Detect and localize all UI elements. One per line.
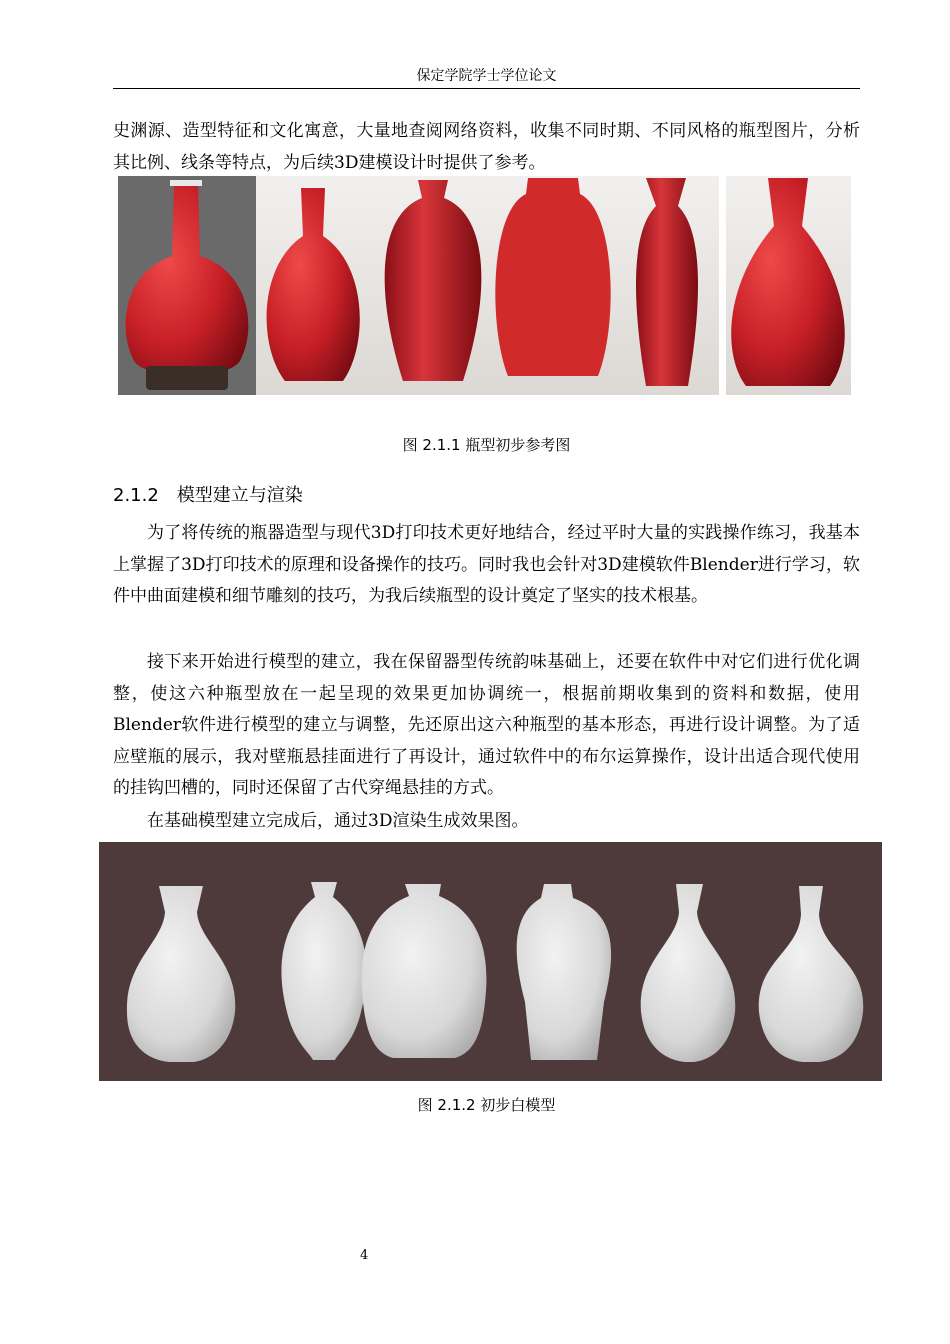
section-number: 2.1.2 [113,485,159,506]
white-models-render [99,842,882,1081]
section-heading [113,481,303,507]
page-number: 4 [360,1248,369,1263]
figure2-caption: 图 2.1.2 初步白模型 [417,1096,556,1114]
figure1-caption: 图 2.1.1 瓶型初步参考图 [402,436,571,454]
paragraph-1: 为了将传统的瓶器造型与现代3D打印技术更好地结合，经过平时大量的实践操作练习，我基本上掌握了3D打印技术的原理和设备操作的技巧。同时我也会针对3D建模软件Blender进行学习，软件中曲面建模和细节雕刻的技巧，为我后续瓶型的设计奠定了坚实的技术根基。 [113,523,860,606]
vase-4 [495,178,610,376]
intro-paragraph: 史渊源、造型特征和文化寓意，大量地查阅网络资料，收集不同时期、不同风格的瓶型图片，分析其比例、线条等特点，为后续3D建模设计时提供了参考。 [113,121,860,173]
section-title: 模型建立与渲染 [176,485,303,506]
paragraph-2: 接下来开始进行模型的建立，我在保留器型传统韵味基础上，还要在软件中对它们进行优化调整，使这六种瓶型放在一起呈现的效果更加协调统一，根据前期收集到的资料和数据，使用Blender软件进行模型的建立与调整，先还原出这六种瓶型的基本形态，再进行设计调整。为了适应壁瓶的展示，我对壁瓶悬挂面进行了再设计，通过软件中的布尔运算操作，设计出适合现代使用的挂钩凹槽的，同时还保留了古代穿绳悬挂的方式。 [113,652,860,798]
paragraph-3: 在基础模型建立完成后，通过3D渲染生成效果图。 [147,811,529,831]
page-header: 保定学院学士学位论文 [416,68,557,84]
vase-reference-photos [118,176,851,395]
header-rule [113,88,860,89]
